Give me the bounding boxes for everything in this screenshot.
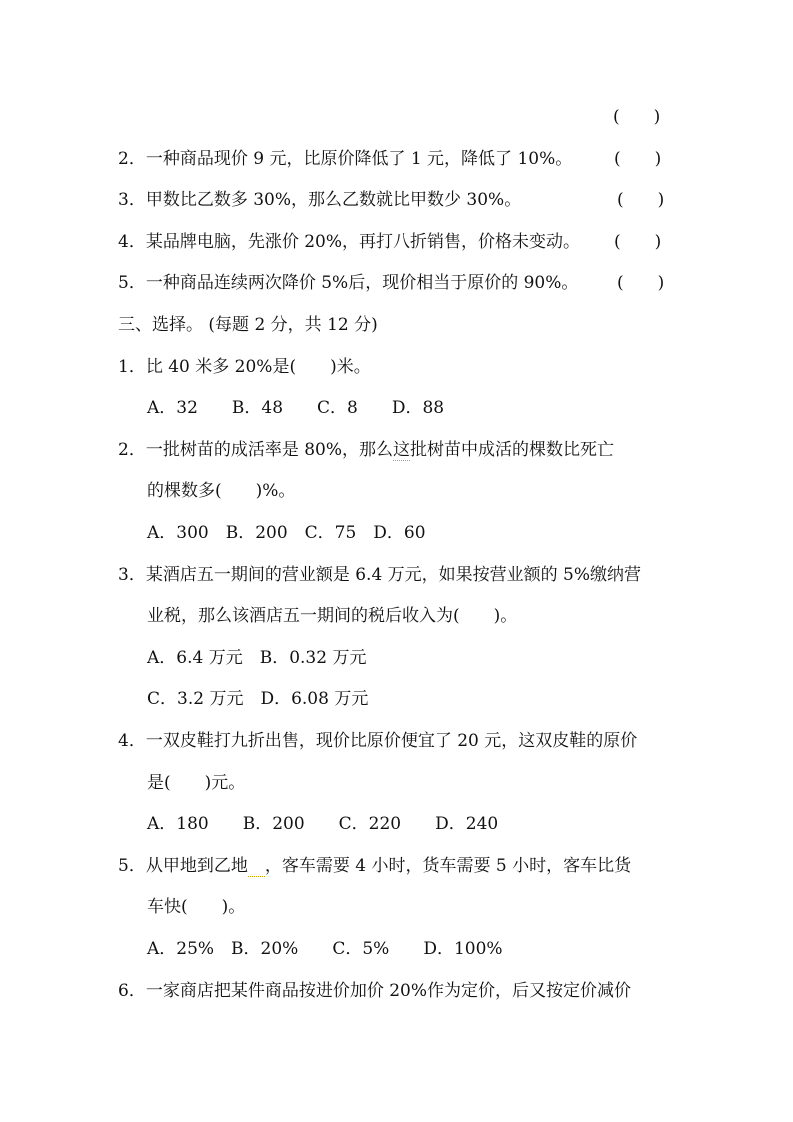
choice-q4-stem-cont: 是( )元。: [147, 773, 246, 793]
choice-q1-options: A．32 B．48 C．8 D．88: [147, 398, 445, 418]
choice-q1-stem: 1．比 40 米多 20%是( )米。: [118, 357, 371, 377]
judge-item-3: 3．甲数比乙数多 30%，那么乙数就比甲数少 30%。: [118, 190, 522, 210]
section-3-title: 三、选择。 (每题 2 分，共 12 分): [118, 315, 378, 335]
judge-item-4-paren: ( ): [614, 232, 662, 252]
choice-q4-options: A．180 B．200 C．220 D．240: [147, 814, 499, 834]
judge-item-5: 5．一种商品连续两次降价 5%后，现价相当于原价的 90%。: [118, 273, 579, 293]
choice-q3-stem-cont: 业税，那么该酒店五一期间的税后收入为( )。: [147, 606, 518, 626]
choice-q5-stem-cont: 车快( )。: [147, 897, 246, 917]
choice-q2-stem-b: 批树苗中成活的棵数比死亡: [410, 440, 615, 460]
proofread-mark: 这: [393, 440, 411, 460]
choice-q5-stem: [118, 855, 631, 877]
judge-item-4: 4．某品牌电脑，先涨价 20%，再打八折销售，价格未变动。: [118, 232, 581, 252]
judge-item-2-paren: ( ): [614, 149, 662, 169]
judge-tail-paren: ( ): [613, 107, 661, 127]
choice-q3-stem: 3．某酒店五一期间的营业额是 6.4 万元，如果按营业额的 5%缴纳营: [118, 565, 642, 585]
choice-q5-options: A．25% B．20% C．5% D．100%: [147, 939, 503, 959]
judge-item-5-paren: ( ): [617, 273, 665, 293]
choice-q5-stem-b: ，客车需要 4 小时，货车需要 5 小时，客车比货: [264, 856, 632, 876]
judge-item-2: 2．一种商品现价 9 元，比原价降低了 1 元，降低了 10%。: [118, 149, 573, 169]
proofread-mark: [248, 856, 265, 877]
choice-q5-stem-a: 5．从甲地到乙地: [118, 856, 248, 876]
judge-item-3-paren: ( ): [617, 190, 665, 210]
choice-q4-stem: 4．一双皮鞋打九折出售，现价比原价便宜了 20 元，这双皮鞋的原价: [118, 731, 638, 751]
choice-q3-options-1: A．6.4 万元 B．0.32 万元: [147, 648, 367, 668]
choice-q6-stem: 6．一家商店把某件商品按进价加价 20%作为定价，后又按定价减价: [118, 981, 632, 1001]
choice-q2-options: A．300 B．200 C．75 D．60: [147, 523, 426, 543]
choice-q2-stem-a: 2．一批树苗的成活率是 80%，那么: [118, 440, 394, 460]
choice-q2-stem: [118, 439, 614, 461]
choice-q2-stem-cont: 的棵数多( )%。: [147, 481, 296, 501]
choice-q3-options-2: C．3.2 万元 D．6.08 万元: [147, 689, 369, 709]
